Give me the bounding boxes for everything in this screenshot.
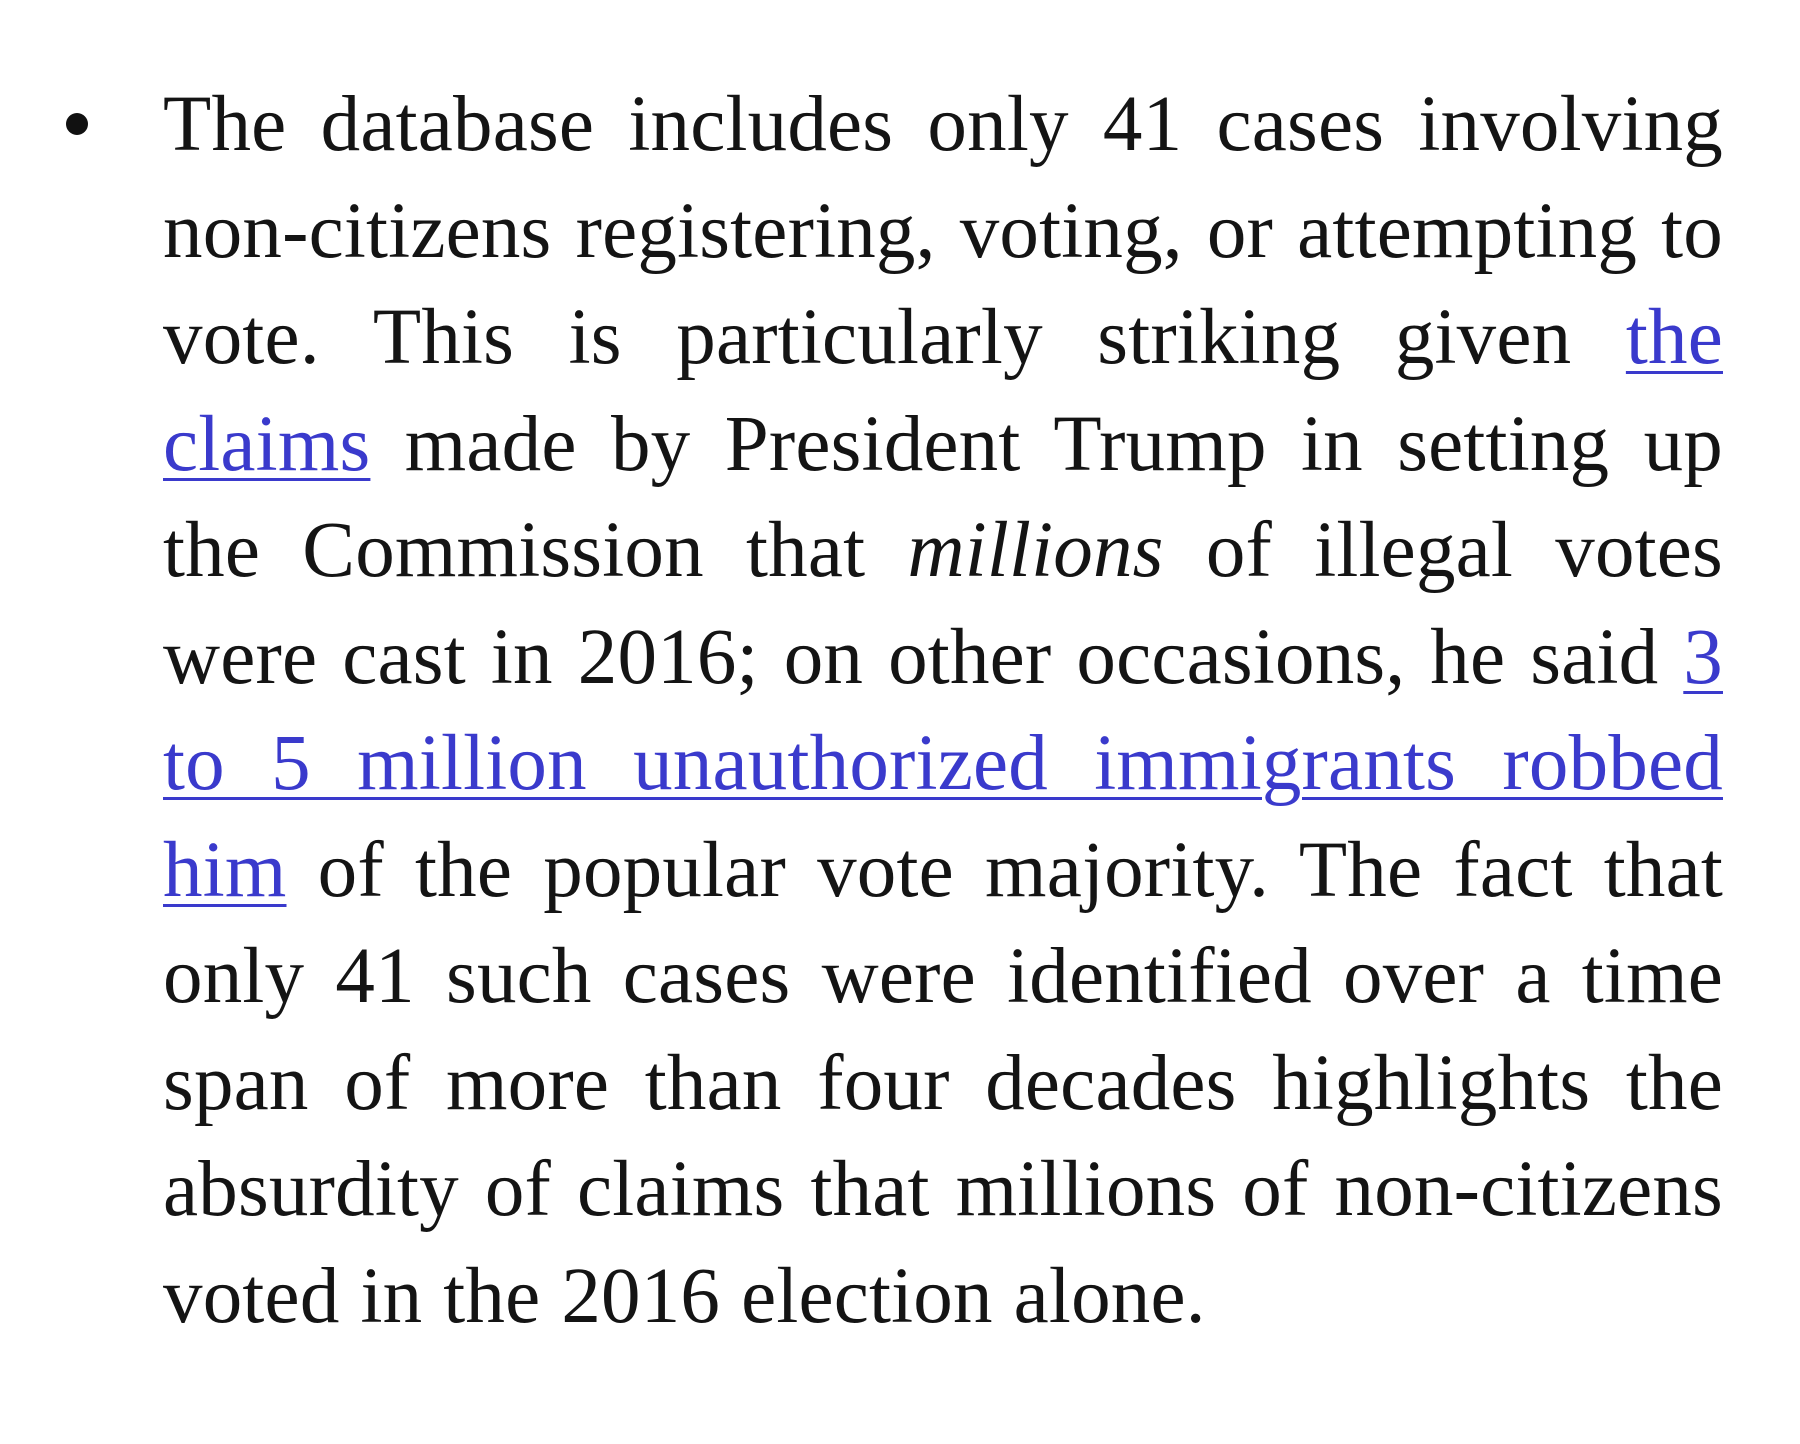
the-claims-link[interactable]: the claims (163, 294, 1723, 488)
paragraph-text-segment: The database includes only 41 cases involving non-citizens registering, voting, or attempting to vote. This is particularly striking given (163, 81, 1723, 381)
bullet-paragraph (163, 72, 1723, 1350)
paragraph-text-segment: of illegal votes were cast in 2016; on other occasions, he said (163, 507, 1724, 701)
emphasized-word: millions (907, 507, 1164, 594)
paragraph-text-segment: of the popular vote majority. The fact that only 41 such cases were identified over a time span of more than four decades highlights the absurdity of claims that millions of non-citizens voted in the 2016 election alone. (163, 826, 1723, 1340)
bullet-point-icon (66, 113, 88, 135)
immigrants-claim-link[interactable]: 3 to 5 million unauthorized immigrants robbed him (163, 613, 1723, 914)
paragraph-text-segment: made by President Trump in setting up the Commission that (163, 400, 1723, 594)
